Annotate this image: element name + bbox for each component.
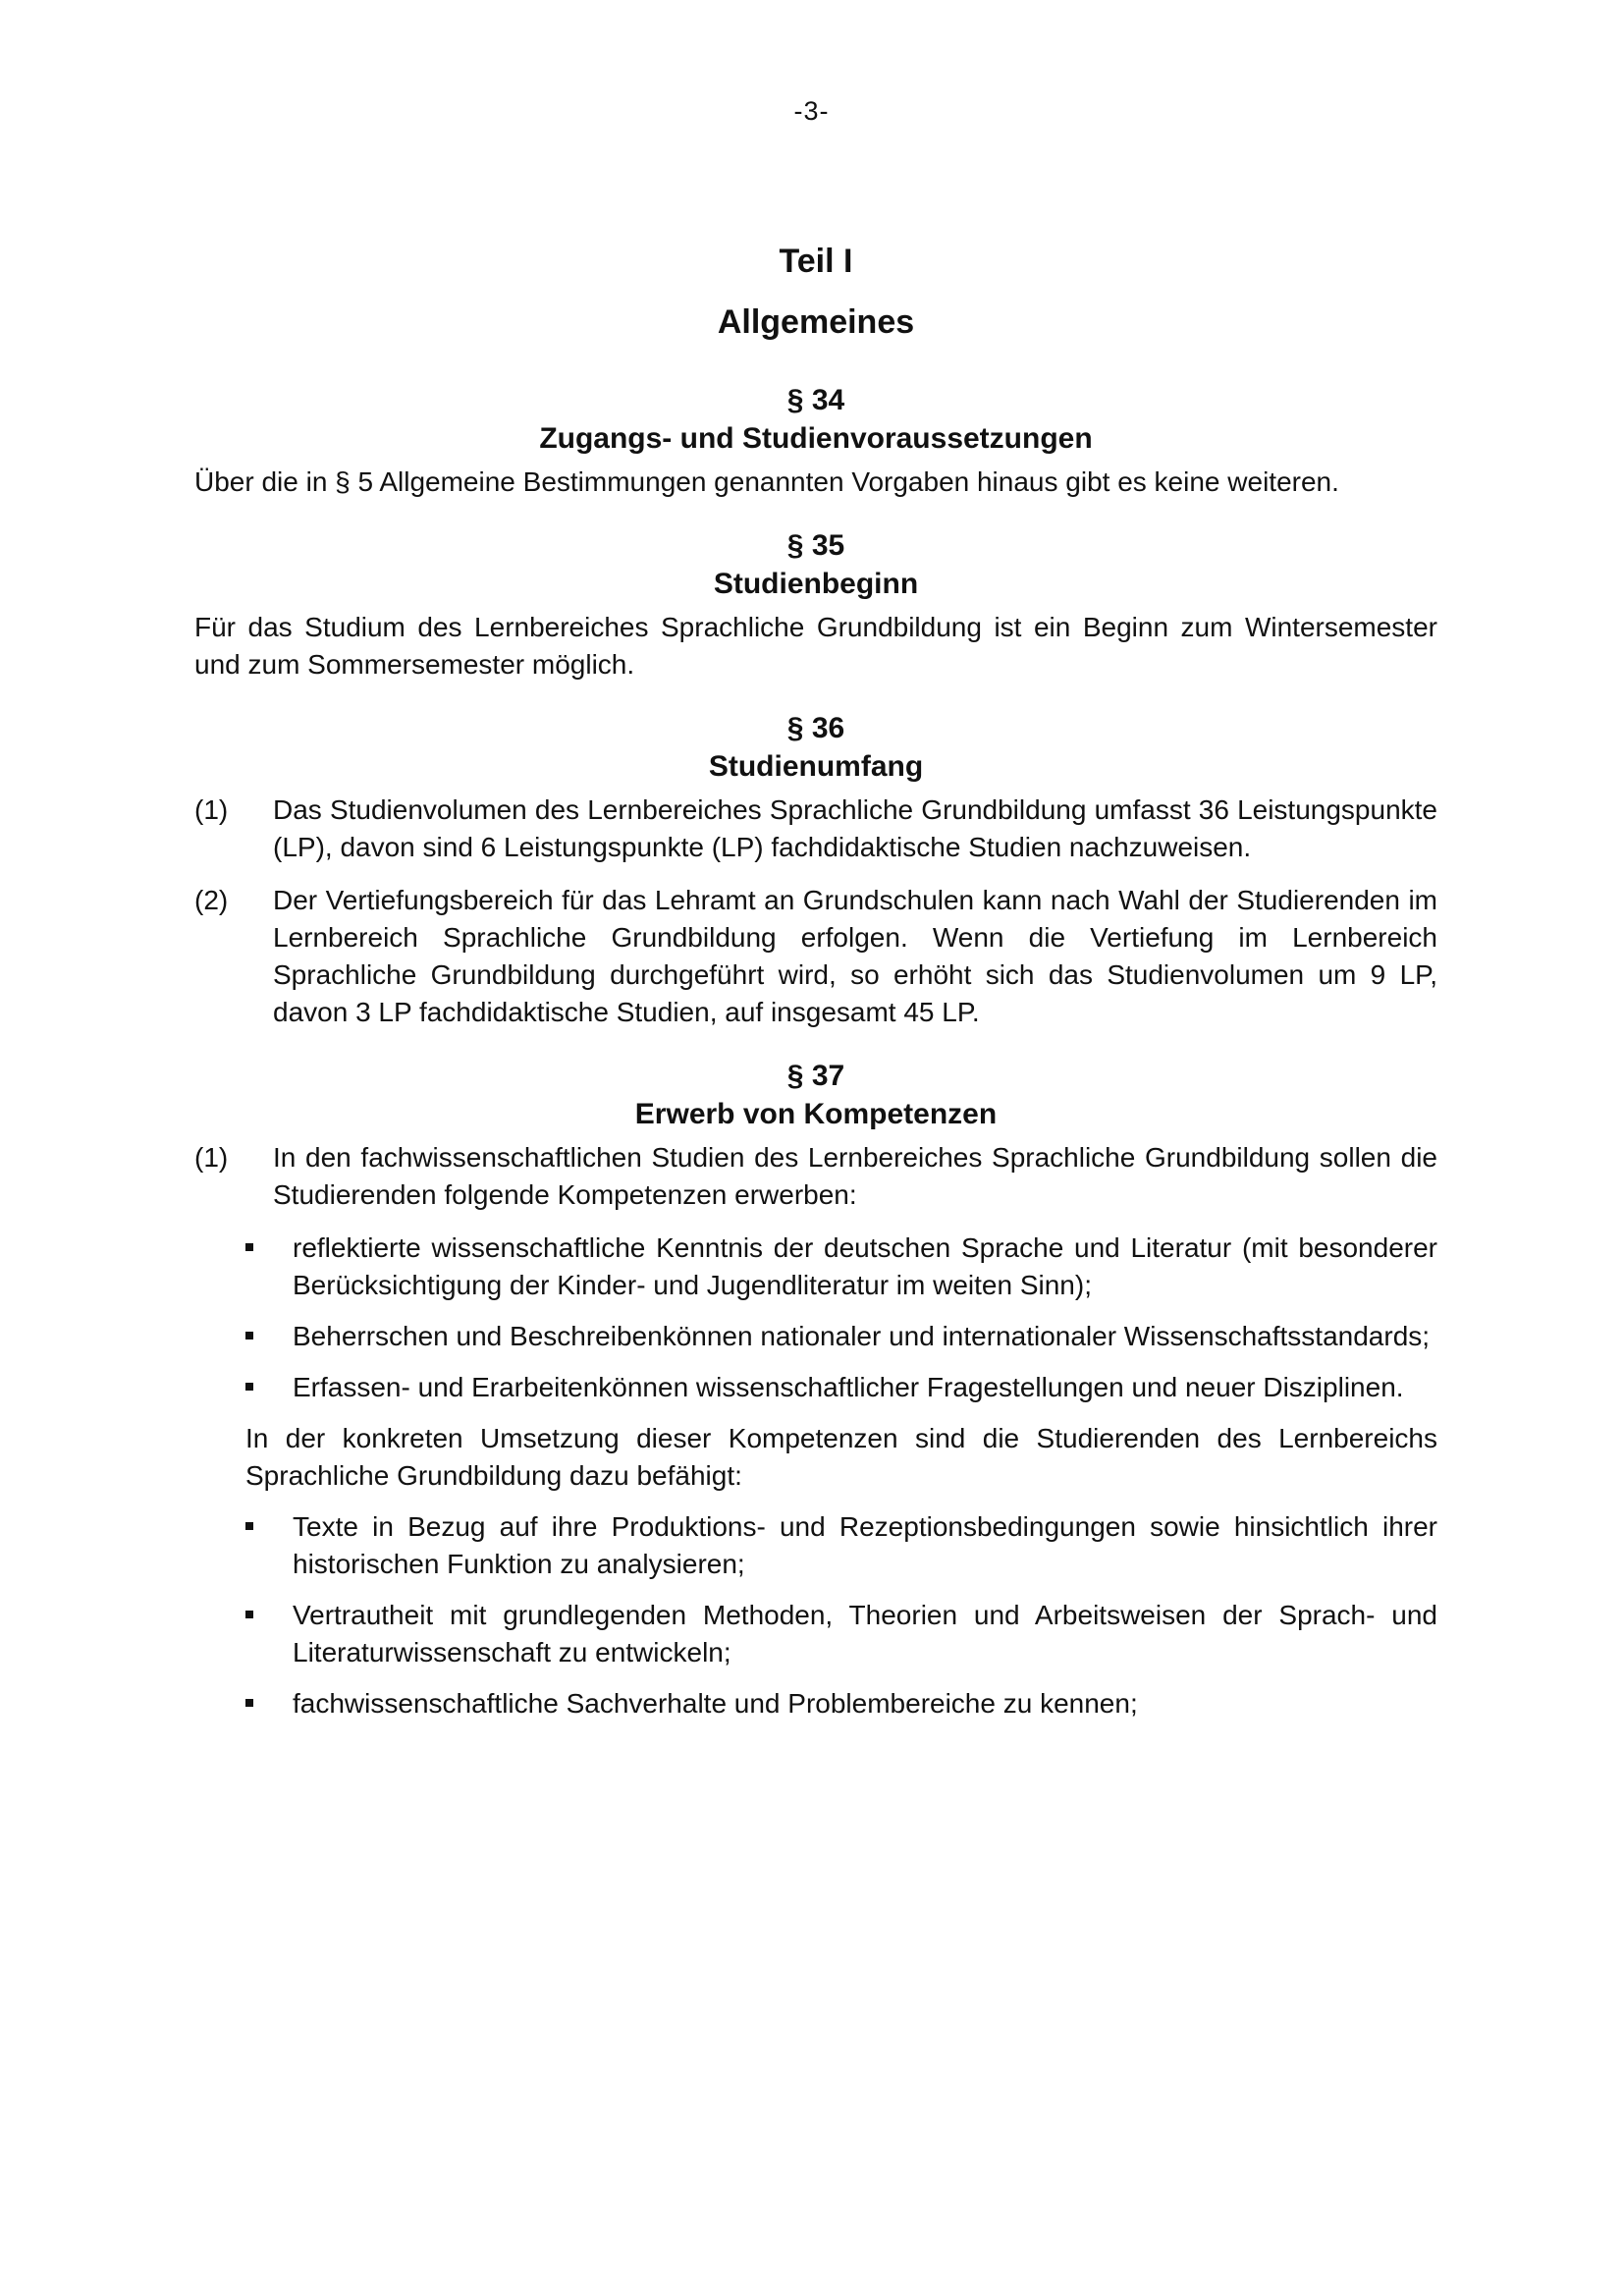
section-paragraph: Für das Studium des Lernbereiches Sprachliche Grundbildung ist ein Beginn zum Wintersemester und zum Sommersemester möglich. — [194, 612, 1437, 680]
section-title: Erwerb von Kompetenzen — [634, 1098, 998, 1130]
section-heading — [194, 526, 1437, 603]
section-number: § 34 — [786, 384, 845, 416]
page-number: -3- — [793, 96, 830, 126]
section-number: § 35 — [786, 529, 845, 562]
bullet-text: Texte in Bezug auf ihre Produktions- und Rezeptionsbedingungen sowie hinsichtlich ihrer historischen Funktion zu analysieren; — [293, 1511, 1437, 1579]
section-title: Zugangs- und Studienvoraussetzungen — [539, 422, 1093, 455]
bullet-item — [245, 1508, 1437, 1583]
section-title: Studienumfang — [708, 750, 924, 783]
bullet-text: reflektierte wissenschaftliche Kenntnis der deutschen Sprache und Literatur (mit besonderer Berücksichtigung der Kinder- und Jugendliteratur im weiten Sinn); — [293, 1232, 1437, 1300]
square-bullet-icon — [245, 1508, 267, 1546]
bullet-item — [245, 1230, 1437, 1304]
square-bullet-icon — [245, 1318, 267, 1355]
bullet-item — [245, 1597, 1437, 1671]
section-number: § 36 — [786, 712, 845, 744]
numbered-item — [194, 792, 1437, 866]
bullet-item — [245, 1318, 1437, 1355]
numbered-item — [194, 882, 1437, 1031]
item-number: (1) — [194, 1142, 229, 1173]
bullet-item — [245, 1685, 1437, 1722]
square-bullet-icon — [245, 1597, 267, 1634]
bullet-text: Erfassen- und Erarbeitenkönnen wissenschaftlicher Fragestellungen und neuer Disziplinen. — [293, 1372, 1404, 1402]
square-bullet-icon — [245, 1685, 267, 1722]
section-paragraph: Über die in § 5 Allgemeine Bestimmungen genannten Vorgaben hinaus gibt es keine weiteren. — [194, 466, 1339, 497]
item-text: Das Studienvolumen des Lernbereiches Sprachliche Grundbildung umfasst 36 Leistungspunkte (LP), davon sind 6 Leistungspunkte (LP) fachdidaktische Studien nachzuweisen. — [273, 794, 1437, 862]
bullet-text: Vertrautheit mit grundlegenden Methoden, Theorien und Arbeitsweisen der Sprach- und Literaturwissenschaft zu entwickeln; — [293, 1600, 1437, 1667]
item-number: (1) — [194, 794, 229, 825]
section-heading — [194, 381, 1437, 458]
section-heading — [194, 709, 1437, 786]
square-bullet-icon — [245, 1369, 267, 1406]
part-title: Teil I — [779, 243, 853, 280]
part-subtitle: Allgemeines — [717, 303, 915, 341]
bullet-item — [245, 1369, 1437, 1406]
section-paragraph: In der konkreten Umsetzung dieser Kompetenzen sind die Studierenden des Lernbereichs Sprachliche Grundbildung dazu befähigt: — [245, 1423, 1437, 1491]
bullet-text: Beherrschen und Beschreibenkönnen nationaler und internationaler Wissenschaftsstandards; — [293, 1321, 1431, 1351]
section-heading — [194, 1057, 1437, 1133]
item-text: Der Vertiefungsbereich für das Lehramt an Grundschulen kann nach Wahl der Studierenden im Lernbereich Sprachliche Grundbildung erfolgen. Wenn die Vertiefung im Lernbereich Sprachliche Grundbildung durchgeführt wird, so erhöht sich das Studienvolumen um 9 LP, davon 3 LP fachdidaktische Studien, auf insgesamt 45 LP. — [273, 885, 1437, 1027]
numbered-item — [194, 1139, 1437, 1214]
document-content — [194, 242, 1437, 1748]
section-number: § 37 — [786, 1060, 845, 1092]
square-bullet-icon — [245, 1230, 267, 1267]
section-35 — [194, 526, 1437, 683]
item-number: (2) — [194, 885, 229, 915]
section-37 — [194, 1057, 1437, 1722]
section-title: Studienbeginn — [713, 568, 919, 600]
item-text: In den fachwissenschaftlichen Studien des Lernbereiches Sprachliche Grundbildung sollen die Studierenden folgende Kompetenzen erwerben: — [273, 1142, 1437, 1210]
section-36 — [194, 709, 1437, 1031]
section-34 — [194, 381, 1437, 501]
bullet-text: fachwissenschaftliche Sachverhalte und Problembereiche zu kennen; — [293, 1688, 1138, 1719]
